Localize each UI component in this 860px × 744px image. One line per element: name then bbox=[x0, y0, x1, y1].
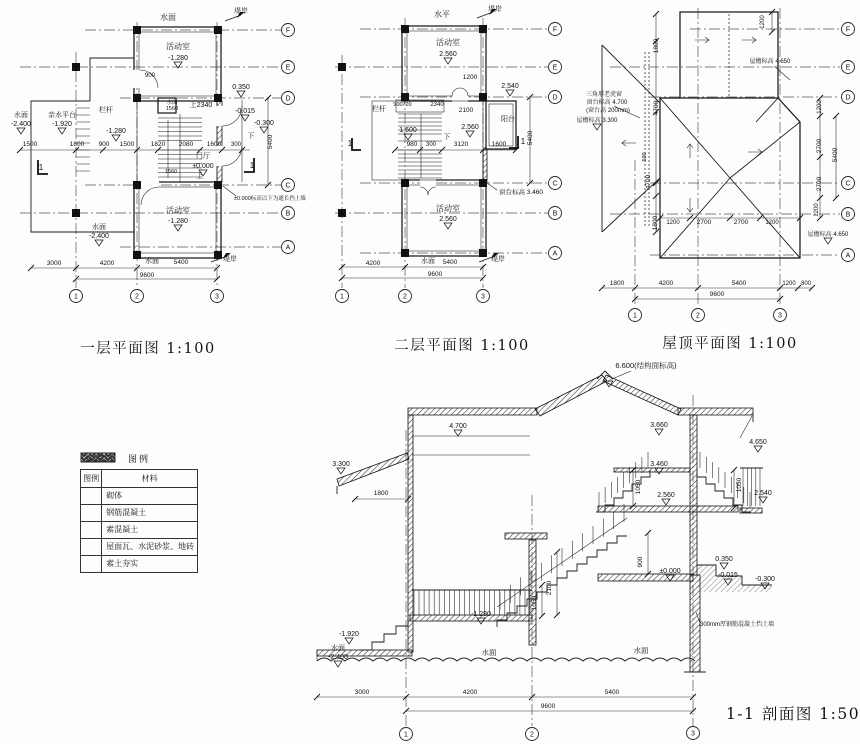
annotation: 1200 bbox=[666, 220, 680, 226]
annotation: 980 bbox=[406, 141, 418, 148]
annotation: -2.400 bbox=[328, 654, 348, 661]
grid-bubble-label: 2 bbox=[696, 312, 700, 320]
annotation: 3000 bbox=[354, 689, 370, 696]
annotation: 屋檐标高 3.300 bbox=[576, 118, 618, 124]
grid-bubble-label: 1 bbox=[74, 293, 78, 301]
annotation: 1200 bbox=[782, 281, 796, 287]
annotation: 水平 bbox=[434, 10, 450, 19]
legend-title: 图例 bbox=[127, 454, 150, 464]
annotation: 水面 bbox=[633, 646, 649, 655]
annotation: 活动室 bbox=[166, 206, 190, 215]
grid-bubble-label: 3 bbox=[778, 312, 782, 320]
annotation: 活动室 bbox=[436, 204, 460, 213]
level-symbol bbox=[444, 58, 452, 64]
annotation: ±0.000 bbox=[192, 163, 214, 170]
annotation: 水面 bbox=[481, 648, 497, 657]
grid-bubble-label: 2 bbox=[530, 731, 534, 739]
grid-bubble-label: C bbox=[285, 182, 291, 190]
annotation: 900 bbox=[393, 102, 403, 108]
level-symbol bbox=[337, 468, 345, 474]
annotation: 300 bbox=[425, 142, 437, 148]
section-title: 1-1 剖面图 1:50 bbox=[725, 705, 860, 723]
grid-bubble-label: E bbox=[552, 64, 558, 72]
legend-row bbox=[81, 539, 198, 556]
annotation: 1200 bbox=[817, 100, 823, 114]
annotation: 2.540 bbox=[501, 83, 519, 90]
legend-panel bbox=[80, 452, 198, 573]
level-symbol bbox=[345, 638, 353, 644]
annotation: 1800 bbox=[69, 141, 85, 148]
grid-bubble-label: 1 bbox=[633, 312, 637, 320]
section-grid-bubbles bbox=[400, 727, 700, 741]
annotation: 1800 bbox=[373, 490, 389, 497]
annotation: 堤岸 bbox=[234, 8, 248, 15]
annotation: 水面 bbox=[331, 645, 345, 652]
annotation: 1500 bbox=[119, 141, 135, 148]
annotation: 2080 bbox=[178, 141, 194, 148]
roof-slab-left bbox=[408, 408, 537, 415]
grid-bubble-label: A bbox=[285, 244, 291, 252]
level-symbol bbox=[444, 223, 452, 229]
grid-bubble-label: B bbox=[552, 210, 558, 218]
annotation: 栏杆 bbox=[99, 107, 113, 114]
annotation: 阳台 bbox=[501, 116, 515, 123]
grid-bubble-label: 3 bbox=[481, 293, 485, 301]
annotation: 900 bbox=[637, 556, 644, 568]
annotation: 2340 bbox=[430, 102, 444, 108]
annotation: 屋檐标高 4.650 bbox=[749, 59, 791, 65]
level-symbol bbox=[720, 563, 728, 569]
annotation: 1820 bbox=[150, 141, 166, 148]
slope-arrow bbox=[622, 140, 636, 146]
level-symbol bbox=[58, 128, 66, 134]
annotation: 720 bbox=[402, 102, 412, 108]
level-symbol bbox=[237, 91, 245, 97]
roof-title: 屋顶平面图 1:100 bbox=[662, 336, 798, 352]
annotation: 9600 bbox=[139, 272, 155, 279]
annotation: 2700 bbox=[816, 138, 823, 154]
grid-bubble-label: D bbox=[285, 95, 291, 103]
annotation: 5400 bbox=[173, 259, 189, 266]
annotation: 上 bbox=[196, 173, 204, 180]
slope-arrow bbox=[742, 37, 756, 43]
floor-slab-2560 bbox=[598, 506, 738, 512]
legend-header-material: 材料 bbox=[102, 470, 198, 488]
roof-slope-right bbox=[603, 375, 681, 415]
door-arc bbox=[420, 187, 428, 195]
grid-bubble-label: D bbox=[552, 94, 558, 102]
annotation: 800 bbox=[800, 281, 812, 287]
legend-row bbox=[81, 505, 198, 522]
level-symbol bbox=[754, 446, 762, 452]
grid-bubble-label: 3 bbox=[691, 730, 695, 738]
annotation: 1050 bbox=[736, 477, 743, 493]
terrace-outline bbox=[31, 101, 134, 232]
plan1-drawing bbox=[17, 12, 281, 288]
annotation: 4.650 bbox=[749, 439, 767, 446]
level-symbol bbox=[506, 90, 514, 96]
annotation: -0.300 bbox=[755, 576, 775, 583]
plan2-title: 二层平面图 1:100 bbox=[394, 338, 530, 354]
level-symbol bbox=[655, 429, 663, 435]
annotation: 栏杆 bbox=[372, 106, 386, 113]
grid-bubble-label: 2 bbox=[135, 293, 139, 301]
grid-bubble-label: A bbox=[845, 252, 851, 260]
annotation: 2.540 bbox=[754, 490, 772, 497]
level-symbol bbox=[17, 128, 25, 134]
annotation: 5400 bbox=[832, 147, 839, 163]
grid-bubble-label: 3 bbox=[215, 293, 219, 301]
annotation: 3120 bbox=[453, 141, 469, 148]
entry-slab-0000 bbox=[598, 574, 693, 581]
annotation: 4700 bbox=[653, 100, 660, 116]
terrace-edge bbox=[90, 58, 134, 101]
annotation: 水面 bbox=[421, 258, 435, 265]
annotation: ±0.000 bbox=[659, 568, 681, 575]
annotation: 4200 bbox=[462, 689, 478, 696]
room-activity-upper bbox=[134, 27, 221, 101]
annotation: 4200 bbox=[658, 280, 674, 287]
legend-material-label: 钢筋混凝土 bbox=[102, 505, 198, 522]
annotation: 1050 bbox=[531, 595, 538, 611]
annotation: 1 bbox=[347, 139, 353, 148]
annotation: 5400 bbox=[604, 689, 620, 696]
annotation: 水面 bbox=[166, 100, 178, 106]
grid-bubble-label: C bbox=[552, 180, 558, 188]
terrace-steps bbox=[360, 618, 408, 650]
annotation: 门厅 bbox=[196, 153, 210, 160]
annotation: 1 bbox=[249, 161, 255, 170]
legend-header-symbol: 图例 bbox=[81, 470, 102, 488]
annotation: 1800 bbox=[653, 38, 660, 54]
annotation: 1200 bbox=[765, 220, 779, 226]
legend-material-label: 屋面瓦、水泥砂浆、地砖 bbox=[102, 539, 198, 556]
annotation: 2700 bbox=[816, 176, 823, 192]
annotation: 1200 bbox=[462, 74, 478, 81]
slope-arrow bbox=[687, 144, 693, 158]
annotation: 堤岸 bbox=[223, 256, 237, 263]
legend-table bbox=[80, 469, 198, 573]
annotation: (窗台高 200mm) bbox=[586, 108, 630, 114]
roof-slab-right bbox=[678, 408, 753, 415]
annotation: 水面 bbox=[160, 13, 176, 22]
annotation: 9600 bbox=[427, 271, 443, 278]
annotation: 1200 bbox=[760, 15, 766, 29]
legend-material-label: 砌体 bbox=[102, 488, 198, 505]
annotation: 900 bbox=[98, 141, 110, 148]
annotation: 亲水平台 bbox=[48, 112, 76, 119]
annotation: 2.560 bbox=[657, 492, 675, 499]
terrace-steps bbox=[76, 101, 90, 171]
annotation: 4200 bbox=[365, 260, 381, 267]
annotation: 窗台标高 3.460 bbox=[498, 189, 544, 196]
level-symbol bbox=[260, 127, 268, 133]
section-cut-mark bbox=[352, 138, 361, 150]
level-symbol bbox=[824, 238, 832, 244]
annotation: 1560 bbox=[165, 106, 179, 112]
annotation: 2100 bbox=[458, 107, 474, 114]
annotation: 4200 bbox=[99, 260, 115, 267]
grid-bubble-label: B bbox=[845, 211, 851, 219]
slope-arrow bbox=[687, 198, 693, 212]
entry-step-arc bbox=[222, 146, 242, 166]
landing-slab bbox=[505, 533, 547, 539]
annotation: 上2340 bbox=[189, 102, 213, 109]
grid-bubble-label: 2 bbox=[403, 293, 407, 301]
balcony-balusters bbox=[743, 468, 760, 506]
annotation: 1800 bbox=[609, 280, 625, 287]
level-symbol bbox=[95, 240, 103, 246]
level-symbol bbox=[466, 131, 474, 137]
plan1-annotations bbox=[11, 6, 306, 279]
plan1-title: 一层平面图 1:100 bbox=[80, 341, 216, 357]
annotation: 活动室 bbox=[166, 42, 190, 51]
grid3-wall bbox=[690, 415, 697, 575]
grid-bubble-label: C bbox=[845, 180, 851, 188]
annotation: 4.700 bbox=[449, 423, 467, 430]
annotation: 2100 bbox=[546, 580, 553, 596]
annotation: -0.015 bbox=[235, 108, 255, 115]
annotation: -1.920 bbox=[52, 121, 72, 128]
roof-drawing bbox=[599, 8, 840, 306]
water-line bbox=[317, 658, 695, 661]
annotation: 1 bbox=[38, 163, 44, 172]
annotation: 500 bbox=[642, 152, 648, 162]
door-arc bbox=[428, 187, 436, 195]
level-symbol bbox=[454, 430, 462, 436]
annotation: -1.280 bbox=[106, 128, 126, 135]
annotation: 窗台标高 4.700 bbox=[586, 100, 628, 106]
annotation: 5400 bbox=[731, 280, 747, 287]
grid-bubble-label: 1 bbox=[340, 293, 344, 301]
annotation: 1800 bbox=[652, 215, 659, 231]
annotation: -2.400 bbox=[11, 121, 31, 128]
annotation: -1.280 bbox=[471, 611, 491, 618]
annotation: 900 bbox=[144, 73, 156, 79]
level-symbol bbox=[662, 499, 670, 505]
annotation: 5400 bbox=[527, 130, 534, 146]
annotation: 1050 bbox=[635, 479, 642, 495]
annotation: -0.300 bbox=[254, 120, 274, 127]
legend-row bbox=[81, 488, 198, 505]
annotation: 1.600 bbox=[399, 127, 417, 134]
annotation: 堤岸 bbox=[491, 256, 505, 263]
annotation: 1600 bbox=[491, 141, 507, 148]
annotation: 3.660 bbox=[650, 422, 668, 429]
annotation: 屋檐标高 4.650 bbox=[807, 232, 849, 238]
stair-treads-lower bbox=[398, 150, 442, 178]
annotation: 3000 bbox=[46, 260, 62, 267]
annotation: 水面 bbox=[14, 112, 28, 119]
landing-slab-3460 bbox=[614, 468, 690, 472]
grid-bubble-label: F bbox=[285, 27, 291, 35]
wave-lines-swatch bbox=[80, 452, 116, 463]
annotation: 5400 bbox=[442, 259, 458, 266]
annotation: -1.280 bbox=[168, 55, 188, 62]
roof-annotations bbox=[577, 15, 849, 298]
grid-bubble-label: A bbox=[552, 250, 558, 258]
annotation: 300mm厚钢筋混凝土挡土墙 bbox=[700, 622, 775, 628]
annotation: 1560 bbox=[164, 169, 178, 175]
annotation: 水面 bbox=[145, 258, 159, 265]
legend-material-label: 素混凝土 bbox=[102, 522, 198, 539]
annotation: 9600 bbox=[709, 291, 725, 298]
annotation: 2700 bbox=[733, 219, 749, 226]
annotation: 1 bbox=[520, 137, 526, 146]
annotation: 9600 bbox=[540, 703, 556, 710]
annotation: 5400 bbox=[267, 134, 274, 150]
stair-balusters bbox=[500, 504, 624, 610]
annotation: 1500 bbox=[22, 141, 38, 148]
annotation: ±0.000标高以下为通长挡土墙 bbox=[234, 196, 306, 202]
legend-row bbox=[81, 556, 198, 573]
legend-material-label: 素土夯实 bbox=[102, 556, 198, 573]
annotation: 0.350 bbox=[232, 84, 250, 91]
annotation: 2.560 bbox=[439, 51, 457, 58]
annotation: 活动室 bbox=[436, 38, 460, 47]
level-symbol bbox=[334, 661, 342, 667]
grid-bubble-label: D bbox=[845, 94, 851, 102]
annotation: 3.300 bbox=[332, 461, 350, 468]
annotation: 3.460 bbox=[650, 461, 668, 468]
annotation: 三角形老虎窗 bbox=[585, 92, 623, 98]
annotation: 堤岸 bbox=[488, 6, 502, 13]
grid-bubble-label: B bbox=[285, 210, 291, 218]
level-symbol bbox=[593, 124, 601, 130]
plan2-annotations bbox=[348, 4, 544, 278]
annotation: 下 bbox=[443, 134, 451, 141]
lean-to-roof bbox=[337, 453, 409, 486]
annotation: 2.560 bbox=[461, 124, 479, 131]
annotation: 2.560 bbox=[439, 216, 457, 223]
grid-bubble-label: F bbox=[552, 26, 558, 34]
annotation: 2700 bbox=[696, 219, 712, 226]
annotation: 下 bbox=[247, 133, 255, 140]
annotation: 6.600(结构面标高) bbox=[615, 361, 677, 370]
grid-bubble-label: E bbox=[845, 64, 851, 72]
annotation: 4700 bbox=[645, 174, 652, 190]
annotation: 300 bbox=[230, 142, 242, 148]
slope-arrow bbox=[695, 37, 709, 43]
door-arc bbox=[141, 187, 159, 205]
grid-bubble-label: F bbox=[845, 26, 851, 34]
annotation: -0.015 bbox=[718, 572, 738, 579]
annotation: 0.350 bbox=[715, 556, 733, 563]
annotation: -2.400 bbox=[89, 233, 109, 240]
annotation: 水面 bbox=[92, 224, 106, 231]
annotation: -1.920 bbox=[339, 631, 359, 638]
annotation: 1200 bbox=[814, 203, 820, 217]
grid-bubble-label: E bbox=[285, 64, 291, 72]
level-symbol bbox=[174, 225, 182, 231]
grid-bubble-label: 1 bbox=[404, 731, 408, 739]
annotation: 1600 bbox=[206, 141, 222, 148]
roof-slope-left bbox=[535, 375, 607, 416]
annotation: -1.280 bbox=[168, 218, 188, 225]
section-drawing bbox=[314, 371, 775, 726]
legend-row bbox=[81, 522, 198, 539]
